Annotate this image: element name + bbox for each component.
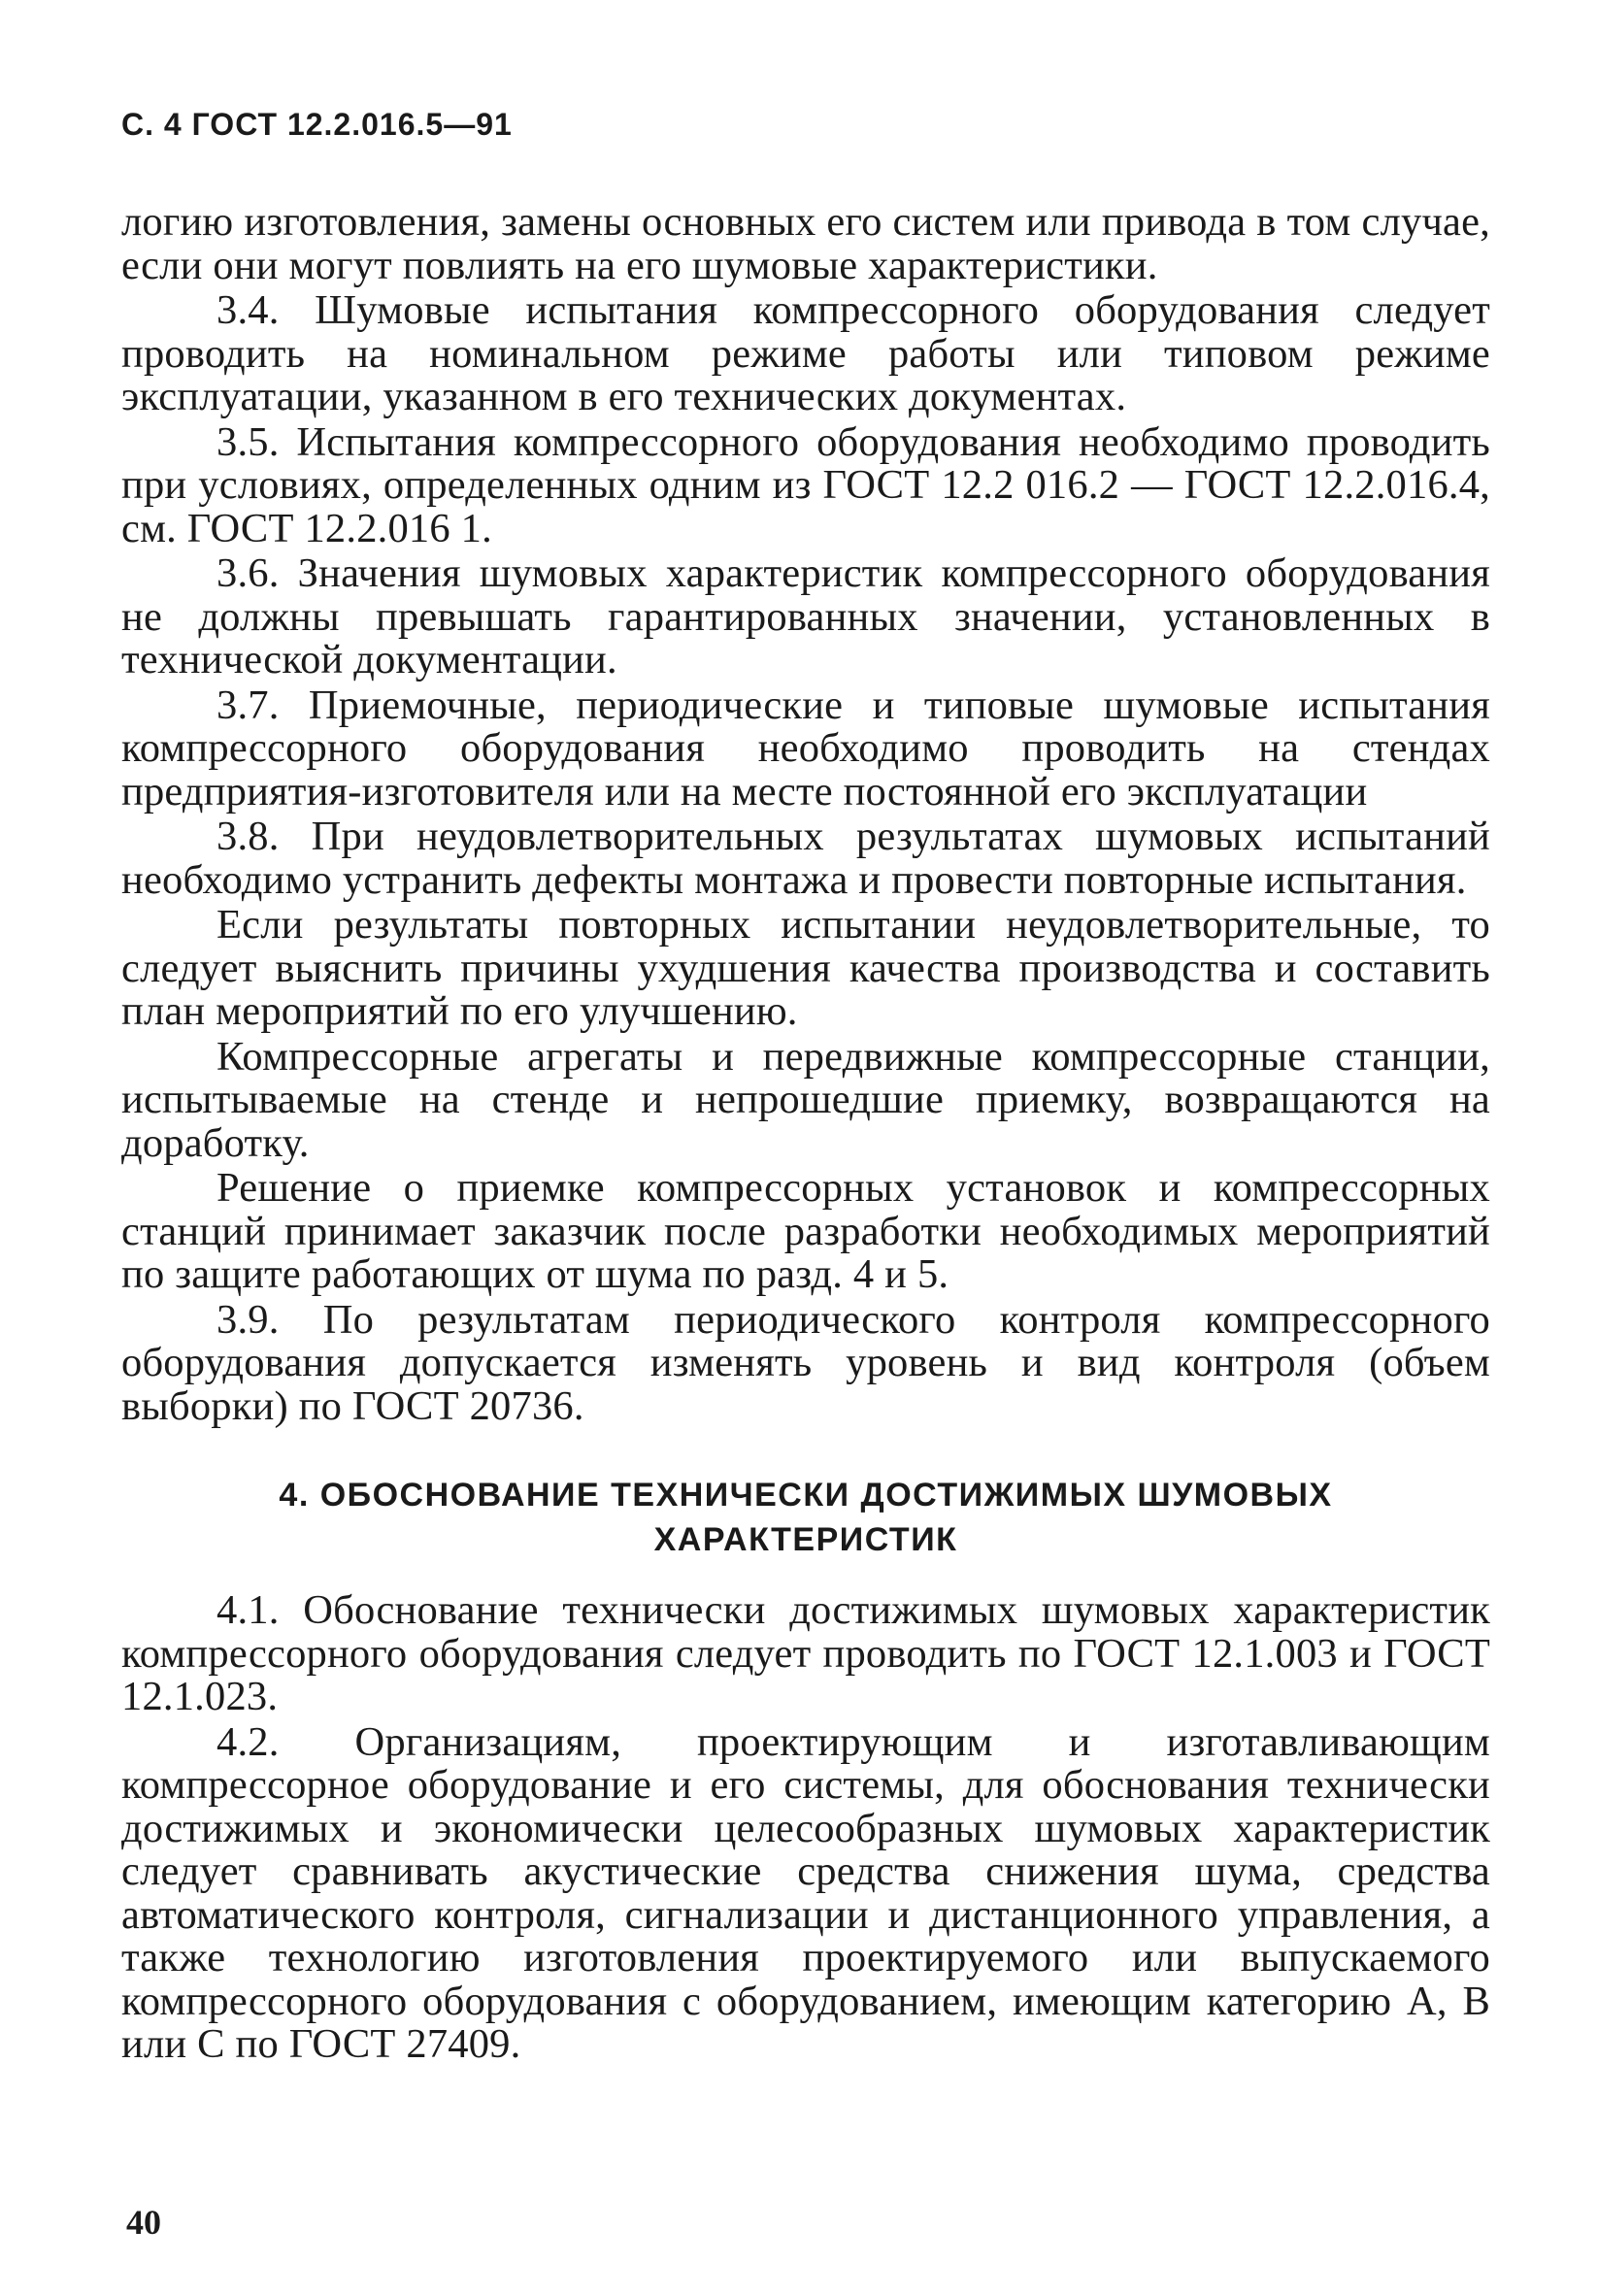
paragraph-3-8: 3.8. При неудовлетворительных результатах шумовых испытаний необходимо устранить дефекты монтажа и провести повторные испытания. <box>121 814 1490 903</box>
paragraph-3-5: 3.5. Испытания компрессорного оборудования необходимо проводить при условиях, определенных одним из ГОСТ 12.2 016.2 — ГОСТ 12.2.016.4, см. ГОСТ 12.2.016 1. <box>121 418 1490 551</box>
paragraph-continuation: логию изготовления, замены основных его систем или привода в том случае, если они могут повлиять на его шумовые характеристики. <box>121 199 1490 288</box>
section-4-heading-line2: ХАРАКТЕРИСТИК <box>653 1521 958 1558</box>
paragraph-3-7: 3.7. Приемочные, периодические и типовые шумовые испытания компрессорного оборудования необходимо проводить на стендах предприятия-изготовителя или на месте постоянной его эксплуатации <box>121 682 1490 815</box>
paragraph-4-1: 4.1. Обоснование технически достижимых шумовых характеристик компрессорного оборудования следует проводить по ГОСТ 12.1.003 и ГОСТ 12.1.023. <box>121 1587 1490 1719</box>
paragraph-3-9: 3.9. По результатам периодического контроля компрессорного оборудования допускается изменять уровень и вид контроля (объем выборки) по ГОСТ 20736. <box>121 1296 1490 1429</box>
section-4-heading-line1: 4. ОБОСНОВАНИЕ ТЕХНИЧЕСКИ ДОСТИЖИМЫХ ШУМОВЫХ <box>279 1477 1333 1514</box>
paragraph-acceptance-decision: Решение о приемке компрессорных установок и компрессорных станций принимает заказчик после разработки необходимых мероприятий по защите работающих от шума по разд. 4 и 5. <box>121 1165 1490 1297</box>
paragraph-3-4: 3.4. Шумовые испытания компрессорного оборудования следует проводить на номинальном режиме работы или типовом режиме эксплуатации, указанном в его технических документах. <box>121 287 1490 419</box>
page-header: С. 4 ГОСТ 12.2.016.5—91 <box>121 107 513 142</box>
paragraph-3-6: 3.6. Значения шумовых характеристик компрессорного оборудования не должны превышать гарантированных значении, установленных в технической документации. <box>121 550 1490 682</box>
paragraph-4-2: 4.2. Организациям, проектирующим и изготавливающим компрессорное оборудование и его системы, для обоснования технически достижимых и экономически целесообразных шумовых характеристик следует сравнивать акустические средства снижения шума, средства автоматического контроля, сигнализации и дистанционного управления, а также технологию изготовления проектируемого или выпускаемого компрессорного оборудования с оборудованием, имеющим категорию А, В или С по ГОСТ 27409. <box>121 1718 1490 2067</box>
section-4-heading <box>121 1473 1490 1562</box>
document-body <box>121 201 1490 2067</box>
paragraph-repeat-tests: Если результаты повторных испытании неудовлетворительные, то следует выяснить причины ухудшения качества производства и составить план мероприятий по его улучшению. <box>121 902 1490 1034</box>
page-number: 40 <box>126 2203 161 2242</box>
paragraph-compressor-units: Компрессорные агрегаты и передвижные компрессорные станции, испытываемые на стенде и непрошедшие приемку, возвращаются на доработку. <box>121 1033 1490 1166</box>
